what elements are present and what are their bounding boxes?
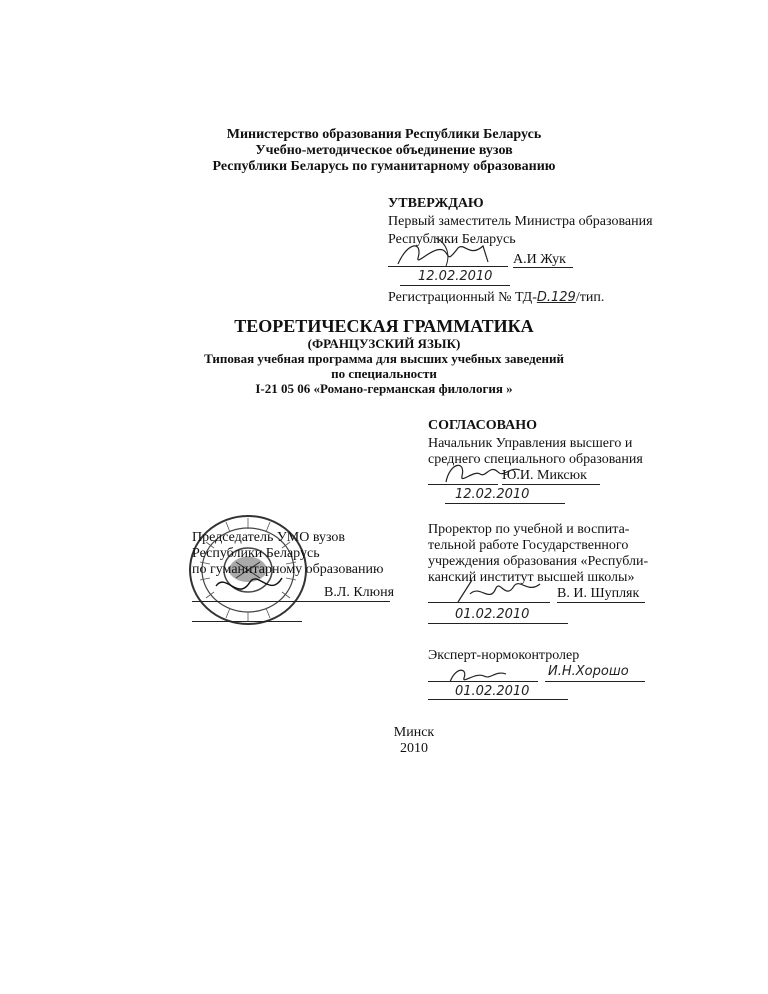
agreed-1-date-line	[445, 503, 565, 504]
umo-line: Учебно-методическое объединение вузов	[255, 143, 513, 158]
approve-position: Первый заместитель Министра образования	[388, 214, 653, 229]
approve-heading: УТВЕРЖДАЮ	[388, 196, 484, 211]
agreed-1-name: Ю.И. Миксюк	[502, 468, 587, 483]
agreed-2-line-2: тельной работе Государственного	[428, 538, 629, 553]
registration-handwritten: D.129	[536, 290, 576, 305]
agreed-1-date: 12.02.2010	[455, 487, 530, 502]
approve-signature	[388, 236, 518, 272]
republic-line: Республики Беларусь по гуманитарному образованию	[212, 159, 556, 174]
approve-date-line	[400, 285, 510, 286]
document-type: Типовая учебная программа для высших учебных заведений	[204, 351, 564, 366]
agreed-3-name-line	[545, 681, 645, 682]
document-subtitle: (ФРАНЦУЗСКИЙ ЯЗЫК)	[307, 336, 461, 351]
agreed-2-line-1: Проректор по учебной и воспита-	[428, 522, 630, 537]
agreed-2-name: В. И. Шупляк	[557, 586, 640, 601]
agreed-1-name-line	[502, 484, 600, 485]
chairman-position-3: по гуманитарному образованию	[192, 562, 384, 577]
agreed-2-name-line	[557, 602, 645, 603]
approve-date: 12.02.2010	[418, 269, 493, 284]
agreed-2-date-line	[428, 623, 568, 624]
registration-prefix: Регистрационный № ТД-	[388, 290, 537, 305]
year: 2010	[400, 741, 428, 756]
chairman-name: В.Л. Клюня	[324, 585, 395, 600]
approve-name: А.И Жук	[513, 252, 566, 267]
agreed-2-date: 01.02.2010	[455, 607, 530, 622]
specialty-code: I-21 05 06 «Романо-германская филология »	[255, 381, 513, 396]
registration-suffix: /тип.	[575, 290, 605, 305]
city: Минск	[393, 725, 435, 740]
chairman-position-2: Республики Беларусь	[192, 546, 320, 561]
chairman-date-line	[192, 621, 302, 622]
chairman-name-line	[192, 601, 390, 602]
chairman-position-1: Председатель УМО вузов	[192, 530, 346, 545]
approve-name-line	[513, 267, 573, 268]
ministry-line: Министерство образования Республики Беларусь	[226, 127, 542, 142]
agreed-3-name: И.Н.Хорошо	[548, 664, 629, 679]
registration-number	[388, 290, 604, 306]
agreed-3-position: Эксперт-нормоконтролер	[428, 648, 580, 663]
agreed-2-line-3: учреждения образования «Республи-	[428, 554, 649, 569]
approve-position-2: Республики Беларусь	[388, 232, 516, 247]
agreed-heading: СОГЛАСОВАНО	[428, 418, 537, 433]
specialty-label: по специальности	[331, 366, 437, 381]
agreed-3-date: 01.02.2010	[455, 684, 530, 699]
document-title: ТЕОРЕТИЧЕСКАЯ ГРАММАТИКА	[234, 316, 534, 336]
agreed-2-signature	[450, 574, 550, 608]
agreed-1-position-2: среднего специального образования	[428, 452, 643, 467]
agreed-2-line-4: канский институт высшей школы»	[428, 570, 635, 585]
agreed-1-position: Начальник Управления высшего и	[428, 436, 633, 451]
agreed-3-date-line	[428, 699, 568, 700]
